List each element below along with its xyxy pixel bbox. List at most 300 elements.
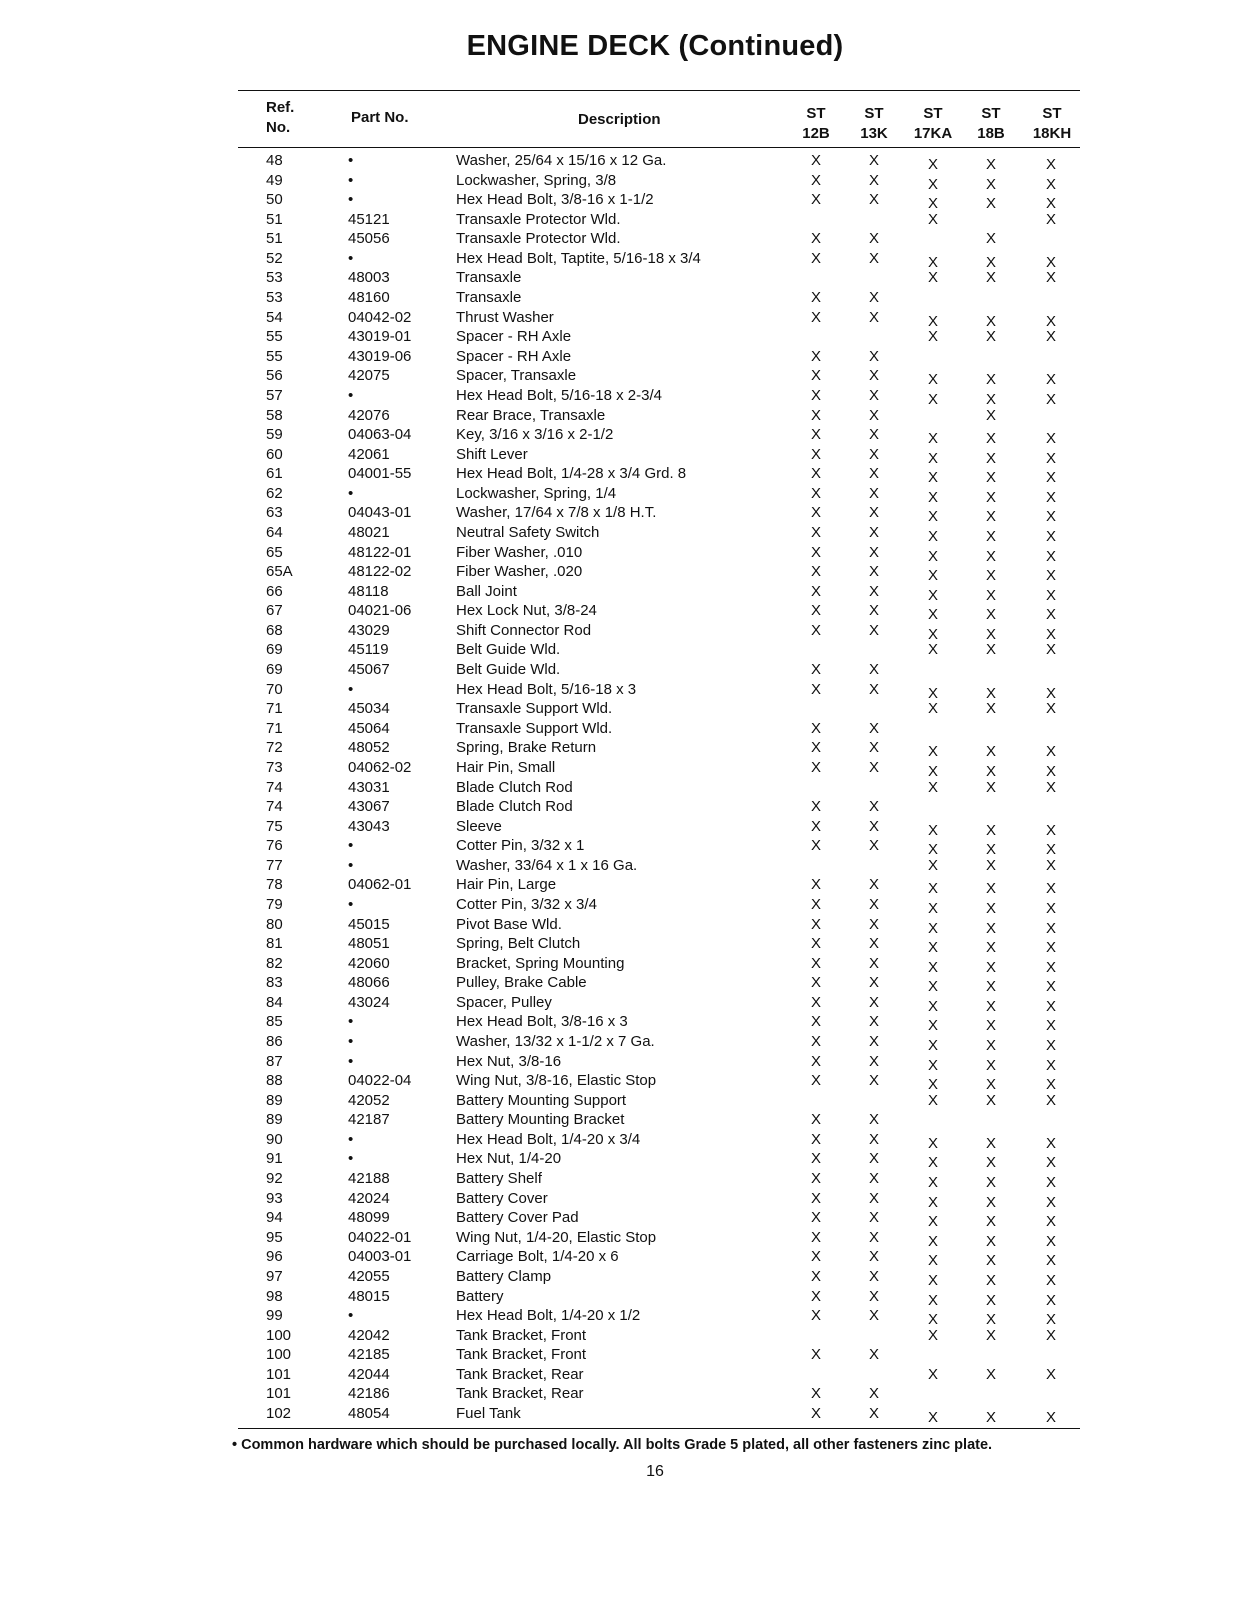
table-row (0, 1247, 1237, 1270)
model-mark: X (1045, 567, 1056, 585)
model-mark: X (810, 758, 821, 776)
ref-no: 72 (266, 739, 283, 757)
model-mark: X (810, 484, 821, 502)
description: Carriage Bolt, 1/4-20 x 6 (456, 1248, 619, 1266)
model-mark: X (927, 1017, 938, 1035)
model-mark: X (985, 328, 996, 346)
part-no: • (348, 1033, 354, 1051)
model-mark: X (985, 1017, 996, 1035)
model-mark: X (810, 1189, 821, 1207)
ref-no: 62 (266, 484, 283, 502)
model-mark: X (927, 449, 938, 467)
part-no: 42076 (348, 406, 390, 424)
part-no: 42060 (348, 954, 390, 972)
model-mark: X (1045, 1193, 1056, 1211)
model-mark: X (810, 1267, 821, 1285)
col-ref-header-line2: No. (266, 119, 291, 136)
model-mark: X (1045, 1017, 1056, 1035)
ref-no: 89 (266, 1091, 283, 1109)
model-mark: X (1045, 1232, 1056, 1250)
model-mark: X (810, 171, 821, 189)
model-mark: X (868, 661, 879, 679)
description: Cotter Pin, 3/32 x 3/4 (456, 895, 597, 913)
part-no: 42055 (348, 1267, 390, 1285)
ref-no: 54 (266, 308, 283, 326)
model-mark: X (1045, 1252, 1056, 1270)
part-no: 48160 (348, 289, 390, 307)
description: Hex Head Bolt, 1/4-20 x 1/2 (456, 1307, 641, 1325)
model-mark: X (927, 527, 938, 545)
model-mark: X (985, 700, 996, 718)
part-no: • (348, 856, 354, 874)
table-row (0, 778, 1237, 798)
part-no: 42042 (348, 1326, 390, 1344)
table-row (0, 1130, 1237, 1150)
model-mark: X (927, 312, 938, 330)
ref-no: 90 (266, 1130, 283, 1148)
model-mark: X (1045, 1174, 1056, 1192)
table-row (0, 1189, 1237, 1209)
ref-no: 56 (266, 367, 283, 385)
description: Hex Head Bolt, 1/4-28 x 3/4 Grd. 8 (456, 465, 687, 483)
ref-no: 94 (266, 1209, 283, 1227)
model-mark: X (927, 899, 938, 917)
description: Battery (456, 1287, 504, 1305)
model-line2: 18KH (1032, 125, 1072, 142)
model-mark: X (985, 1291, 996, 1309)
model-mark: X (868, 582, 879, 600)
table-row (0, 249, 1237, 269)
description: Washer, 13/32 x 1-1/2 x 7 Ga. (456, 1033, 655, 1051)
model-mark: X (1045, 269, 1056, 287)
model-mark: X (1045, 586, 1056, 604)
part-no: 43031 (348, 778, 390, 796)
model-mark: X (868, 308, 879, 326)
description: Washer, 33/64 x 1 x 16 Ga. (456, 856, 638, 874)
table-row (0, 738, 1237, 761)
model-mark: X (810, 602, 821, 620)
part-no: 04042-02 (348, 308, 412, 326)
ref-no: 85 (266, 1013, 283, 1031)
ref-no: 86 (266, 1033, 283, 1051)
table-row (0, 797, 1237, 817)
model-mark: X (1045, 1213, 1056, 1231)
part-no: • (348, 1013, 354, 1031)
part-no: 48051 (348, 935, 390, 953)
part-no: 42075 (348, 367, 390, 385)
description: Bracket, Spring Mounting (456, 954, 625, 972)
model-mark: X (1045, 547, 1056, 565)
ref-no: 51 (266, 230, 283, 248)
model-mark: X (1045, 1365, 1056, 1383)
model-mark: X (985, 1134, 996, 1152)
model-mark: X (1045, 743, 1056, 761)
table-row (0, 1012, 1237, 1035)
model-mark: X (810, 954, 821, 972)
table-row (0, 1169, 1237, 1192)
model-mark: X (927, 821, 938, 839)
description: Fuel Tank (456, 1405, 521, 1422)
model-mark: X (868, 1013, 879, 1031)
description: Hex Lock Nut, 3/8-24 (456, 602, 597, 620)
model-mark: X (927, 586, 938, 604)
part-no: 45121 (348, 210, 390, 228)
model-mark: X (1045, 449, 1056, 467)
ref-no: 100 (266, 1346, 292, 1364)
model-mark: X (868, 191, 879, 209)
ref-no: 97 (266, 1267, 283, 1285)
table-row (0, 993, 1237, 1013)
model-mark: X (927, 371, 938, 389)
description: Battery Cover Pad (456, 1209, 579, 1227)
description: Spring, Brake Return (456, 739, 597, 757)
model-mark: X (868, 739, 879, 757)
model-mark: X (868, 935, 879, 953)
table-row (0, 640, 1237, 660)
model-mark: X (927, 997, 938, 1015)
description: Hex Head Bolt, 3/8-16 x 1-1/2 (456, 191, 654, 209)
description: Hair Pin, Large (456, 876, 557, 894)
model-mark: X (868, 249, 879, 267)
model-mark: X (1045, 606, 1056, 624)
description: Battery Clamp (456, 1267, 552, 1285)
description: Shift Lever (456, 445, 528, 463)
table-row (0, 660, 1237, 680)
table-row (0, 1404, 1237, 1424)
model-mark: X (985, 743, 996, 761)
model-mark: X (1045, 641, 1056, 659)
part-no: 43019-01 (348, 328, 412, 346)
table-row (0, 190, 1237, 213)
model-mark: X (1045, 390, 1056, 408)
table-row (0, 699, 1237, 719)
model-mark: X (810, 876, 821, 894)
model-mark: X (868, 1307, 879, 1325)
col-part-header: Part No. (351, 109, 409, 126)
model-mark: X (810, 230, 821, 248)
table-row (0, 543, 1237, 563)
table-row (0, 836, 1237, 859)
model-mark: X (985, 1174, 996, 1192)
model-mark: X (810, 915, 821, 933)
ref-no: 84 (266, 993, 283, 1011)
ref-no: 71 (266, 719, 283, 737)
table-row (0, 758, 1237, 778)
model-mark: X (927, 210, 938, 228)
model-mark: X (1045, 958, 1056, 976)
part-no: • (348, 152, 354, 169)
model-mark: X (985, 1326, 996, 1344)
model-mark: X (1045, 371, 1056, 389)
footnote: • Common hardware which should be purchased locally. All bolts Grade 5 plated, all other fasteners zinc plate. (232, 1437, 993, 1453)
model-mark: X (985, 390, 996, 408)
part-no: 04022-04 (348, 1072, 412, 1090)
description: Shift Connector Rod (456, 621, 592, 639)
model-mark: X (985, 586, 996, 604)
ref-no: 60 (266, 445, 283, 463)
ref-no: 81 (266, 935, 283, 953)
part-no: 04062-02 (348, 758, 412, 776)
table-row (0, 680, 1237, 700)
description: Spacer - RH Axle (456, 347, 572, 365)
model-mark: X (868, 1072, 879, 1090)
model-mark: X (810, 993, 821, 1011)
ref-no: 53 (266, 289, 283, 307)
part-no: 45034 (348, 700, 390, 718)
part-no: 43024 (348, 993, 390, 1011)
ref-no: 102 (266, 1405, 292, 1422)
description: Belt Guide Wld. (456, 661, 561, 679)
description: Hair Pin, Small (456, 758, 556, 776)
model-mark: X (985, 1056, 996, 1074)
model-mark: X (810, 935, 821, 953)
model-mark: X (1045, 939, 1056, 957)
model-mark: X (927, 1076, 938, 1094)
table-row (0, 1384, 1237, 1404)
model-mark: X (985, 821, 996, 839)
model-mark: X (1045, 684, 1056, 702)
model-mark: X (868, 1228, 879, 1246)
ref-no: 89 (266, 1111, 283, 1129)
model-mark: X (810, 1072, 821, 1090)
part-no: 43067 (348, 798, 390, 816)
model-mark: X (1045, 856, 1056, 874)
part-no: 48122-01 (348, 543, 412, 561)
model-mark: X (985, 606, 996, 624)
model-mark: X (927, 547, 938, 565)
model-mark: X (927, 1154, 938, 1172)
header-top-rule (238, 90, 1080, 91)
model-mark: X (868, 1248, 879, 1266)
description: Pulley, Brake Cable (456, 974, 587, 992)
model-mark: X (810, 817, 821, 835)
model-mark: X (985, 1311, 996, 1329)
description: Rear Brace, Transaxle (456, 406, 606, 424)
model-mark: X (868, 230, 879, 248)
model-mark: X (868, 1385, 879, 1403)
table-row (0, 366, 1237, 389)
description: Transaxle Support Wld. (456, 700, 613, 718)
description: Spacer - RH Axle (456, 328, 572, 346)
model-mark: X (985, 1365, 996, 1383)
ref-no: 77 (266, 856, 283, 874)
ref-no: 74 (266, 778, 283, 796)
col-model-header (849, 104, 899, 144)
description: Tank Bracket, Rear (456, 1365, 584, 1383)
model-mark: X (927, 1091, 938, 1109)
table-row (0, 406, 1237, 426)
model-mark: X (810, 406, 821, 424)
description: Tank Bracket, Front (456, 1346, 587, 1364)
table-row (0, 1365, 1237, 1385)
model-mark: X (1045, 778, 1056, 796)
table-row (0, 347, 1237, 367)
table-row (0, 562, 1237, 585)
model-mark: X (1045, 1311, 1056, 1329)
model-mark: X (1045, 1037, 1056, 1055)
description: Tank Bracket, Rear (456, 1385, 584, 1403)
description: Battery Shelf (456, 1170, 542, 1188)
part-no: 45015 (348, 915, 390, 933)
ref-no: 66 (266, 582, 283, 600)
model-mark: X (927, 841, 938, 859)
ref-no: 69 (266, 641, 283, 659)
model-mark: X (927, 978, 938, 996)
description: Spacer, Transaxle (456, 367, 577, 385)
model-mark: X (810, 465, 821, 483)
model-mark: X (810, 367, 821, 385)
table-row (0, 503, 1237, 526)
ref-no: 50 (266, 191, 283, 209)
model-mark: X (810, 523, 821, 541)
description: Battery Cover (456, 1189, 548, 1207)
description: Cotter Pin, 3/32 x 1 (456, 837, 585, 855)
model-mark: X (868, 347, 879, 365)
ref-no: 48 (266, 152, 283, 169)
part-no: 45067 (348, 661, 390, 679)
table-row (0, 1228, 1237, 1248)
model-mark: X (985, 1409, 996, 1426)
model-mark: X (1045, 210, 1056, 228)
model-mark: X (927, 919, 938, 937)
model-mark: X (810, 1209, 821, 1227)
model-mark: X (810, 504, 821, 522)
description: Washer, 25/64 x 15/16 x 12 Ga. (456, 152, 667, 169)
model-mark: X (927, 469, 938, 487)
table-row (0, 875, 1237, 898)
ref-no: 88 (266, 1072, 283, 1090)
model-mark: X (868, 1209, 879, 1227)
ref-no: 92 (266, 1170, 283, 1188)
description: Transaxle Protector Wld. (456, 210, 621, 228)
ref-no: 51 (266, 210, 283, 228)
model-mark: X (810, 347, 821, 365)
model-mark: X (985, 195, 996, 213)
part-no: 48052 (348, 739, 390, 757)
ref-no: 95 (266, 1228, 283, 1246)
table-row (0, 582, 1237, 602)
model-mark: X (810, 249, 821, 267)
model-mark: X (810, 621, 821, 639)
part-no: 42185 (348, 1346, 390, 1364)
table-bottom-rule (238, 1428, 1080, 1429)
ref-no: 73 (266, 758, 283, 776)
model-mark: X (868, 974, 879, 992)
model-mark: X (1045, 978, 1056, 996)
description: Transaxle Protector Wld. (456, 230, 621, 248)
model-mark: X (985, 1193, 996, 1211)
model-mark: X (868, 1287, 879, 1305)
ref-no: 63 (266, 504, 283, 522)
model-mark: X (927, 1056, 938, 1074)
part-no: 42024 (348, 1189, 390, 1207)
model-mark: X (810, 1170, 821, 1188)
ref-no: 57 (266, 386, 283, 404)
part-no: 04022-01 (348, 1228, 412, 1246)
model-mark: X (927, 567, 938, 585)
model-mark: X (927, 1271, 938, 1289)
part-no: 42052 (348, 1091, 390, 1109)
part-no: • (348, 1150, 354, 1168)
model-mark: X (868, 954, 879, 972)
model-mark: X (1045, 899, 1056, 917)
model-mark: X (868, 484, 879, 502)
model-mark: X (927, 1326, 938, 1344)
table-row (0, 484, 1237, 504)
model-mark: X (810, 1033, 821, 1051)
table-row (0, 1091, 1237, 1111)
model-mark: X (985, 841, 996, 859)
part-no: 48021 (348, 523, 390, 541)
model-mark: X (985, 567, 996, 585)
model-mark: X (868, 1033, 879, 1051)
model-mark: X (985, 1271, 996, 1289)
description: Belt Guide Wld. (456, 641, 561, 659)
model-mark: X (985, 856, 996, 874)
part-no: 04063-04 (348, 426, 412, 444)
model-mark: X (810, 1130, 821, 1148)
model-mark: X (810, 1013, 821, 1031)
table-row (0, 601, 1237, 624)
model-mark: X (985, 312, 996, 330)
model-mark: X (868, 876, 879, 894)
table-row (0, 1032, 1237, 1055)
ref-no: 74 (266, 798, 283, 816)
model-mark: X (868, 386, 879, 404)
table-row (0, 1052, 1237, 1072)
model-mark: X (985, 406, 996, 424)
model-mark: X (1045, 156, 1056, 173)
ref-no: 49 (266, 171, 283, 189)
table-row (0, 425, 1237, 448)
table-row (0, 1306, 1237, 1329)
part-no: • (348, 680, 354, 698)
model-mark: X (868, 895, 879, 913)
model-mark: X (868, 543, 879, 561)
table-row (0, 386, 1237, 406)
part-no: • (348, 386, 354, 404)
model-mark: X (927, 880, 938, 898)
model-mark: X (927, 328, 938, 346)
description: Tank Bracket, Front (456, 1326, 587, 1344)
model-mark: X (868, 837, 879, 855)
table-row (0, 268, 1237, 288)
model-mark: X (810, 1228, 821, 1246)
model-mark: X (985, 156, 996, 173)
model-mark: X (868, 719, 879, 737)
model-mark: X (985, 1091, 996, 1109)
model-mark: X (868, 915, 879, 933)
model-mark: X (927, 700, 938, 718)
model-mark: X (1045, 1326, 1056, 1344)
ref-no: 98 (266, 1287, 283, 1305)
part-no: • (348, 249, 354, 267)
description: Spring, Belt Clutch (456, 935, 581, 953)
description: Wing Nut, 1/4-20, Elastic Stop (456, 1228, 657, 1246)
ref-no: 75 (266, 817, 283, 835)
model-mark: X (810, 191, 821, 209)
model-mark: X (985, 527, 996, 545)
description: Washer, 17/64 x 7/8 x 1/8 H.T. (456, 504, 657, 522)
model-mark: X (927, 1134, 938, 1152)
model-mark: X (810, 719, 821, 737)
model-mark: X (985, 899, 996, 917)
model-mark: X (868, 1267, 879, 1285)
col-model-header (966, 104, 1016, 144)
table-row (0, 973, 1237, 996)
table-row (0, 210, 1237, 230)
model-mark: X (985, 978, 996, 996)
